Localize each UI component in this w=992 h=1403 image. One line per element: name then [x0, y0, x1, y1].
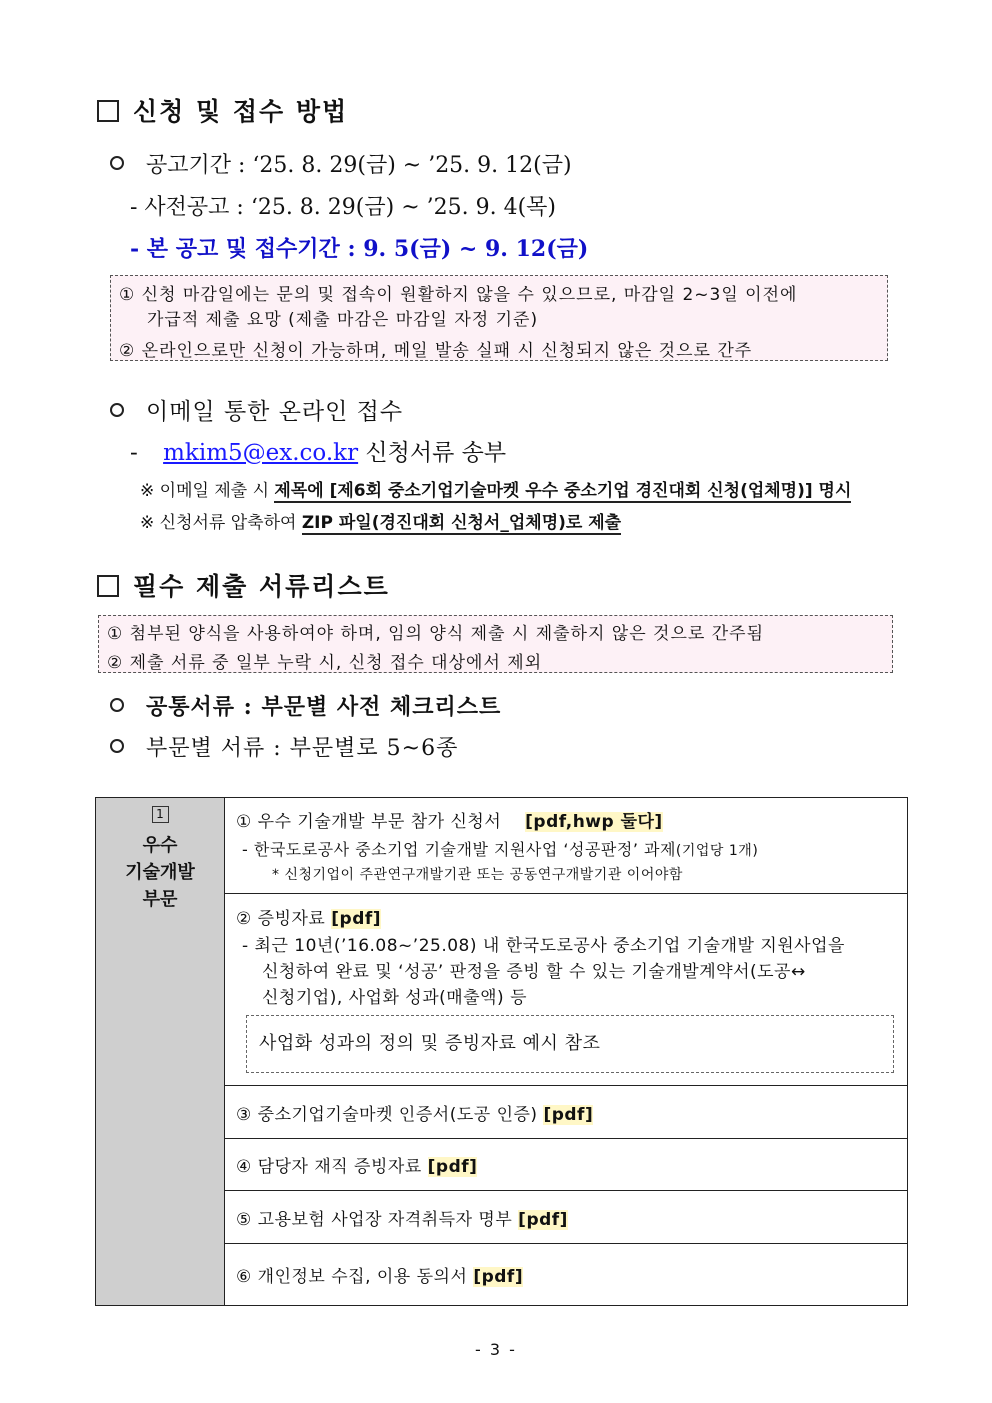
section1-heading: [97, 92, 348, 128]
item-label: ⑤ 고용보험 사업장 자격취득자 명부: [236, 1209, 513, 1230]
item2-sub-line: - 최근 10년(’16.08~’25.08) 내 한국도로공사 중소기업 기술개발 지원사업을: [242, 936, 845, 956]
email-subject-note: [140, 476, 851, 501]
item3-cell: [225, 1086, 908, 1139]
reference-box: 사업화 성과의 정의 및 증빙자료 예시 참조: [246, 1015, 894, 1073]
circle-bullet-icon: [110, 156, 124, 170]
email-line: [130, 434, 506, 467]
circle-bullet-icon: [110, 403, 124, 417]
division-docs-text: 부문별 서류 : 부문별로 5~6종: [146, 736, 459, 761]
note-emphasis: ZIP 파일(경진대회 신청서_업체명)로 제출: [301, 513, 622, 533]
section2-heading: [97, 567, 390, 603]
note-line: ① 신청 마감일에는 문의 및 접속이 원활하지 않을 수 있으므로, 마감일 2~3일 이전에: [119, 285, 798, 305]
format-tag: [pdf]: [473, 1267, 524, 1287]
pre-notice-line: - 사전공고 : ‘25. 8. 29(금) ~ ’25. 9. 4(목): [130, 195, 556, 220]
zip-note: [140, 508, 621, 533]
item1-sub: [242, 837, 906, 860]
category-cell: [96, 798, 225, 1306]
item2-sub-line: 신청기업), 사업화 성과(매출액) 등: [262, 988, 527, 1008]
format-tag: [pdf]: [331, 909, 382, 929]
dash: -: [130, 440, 138, 466]
category-line: 기술개발: [125, 862, 195, 883]
circle-bullet-icon: [110, 698, 124, 712]
format-tag: [pdf,hwp 둘다]: [525, 812, 663, 832]
division-docs-line: [110, 731, 458, 762]
format-tag: [pdf]: [518, 1209, 568, 1230]
common-docs-line: [110, 690, 501, 721]
item1-title: [236, 807, 906, 832]
email-heading-text: 이메일 통한 온라인 접수: [146, 399, 404, 425]
note-line: ② 제출 서류 중 일부 누락 시, 신청 접수 대상에서 제외: [107, 653, 543, 673]
item2-title: [236, 904, 906, 929]
email-link[interactable]: mkim5@ex.co.kr: [163, 440, 359, 466]
section1-title: 신청 및 접수 방법: [133, 97, 349, 126]
email-heading: [110, 393, 403, 426]
note-emphasis: 제목에 [제6회 중소기업기술마켓 우수 중소기업 경진대회 신청(업체명)] 명시: [274, 481, 852, 501]
item-label: ① 우수 기술개발 부문 참가 신청서: [236, 812, 502, 832]
item-label: ④ 담당자 재직 증빙자료: [236, 1157, 422, 1177]
page-number: - 3 -: [475, 1340, 517, 1359]
item-sub-text: - 한국도로공사 중소기업 기술개발 지원사업 ‘성공판정’ 과제: [242, 840, 676, 859]
note-prefix: ※ 신청서류 압축하여: [140, 513, 297, 533]
item-label: ③ 중소기업기술마켓 인증서(도공 인증): [236, 1104, 538, 1125]
item5-cell: [225, 1191, 908, 1244]
note-line: ② 온라인으로만 신청이 가능하며, 메일 발송 실패 시 신청되지 않은 것으로 간주: [119, 341, 753, 361]
category-number: 1: [152, 806, 169, 823]
period-line: [110, 148, 572, 179]
item4-cell: [225, 1139, 908, 1191]
item-label: ② 증빙자료: [236, 909, 326, 929]
circle-bullet-icon: [110, 739, 124, 753]
checkbox-square-icon: [97, 100, 119, 122]
deadline-notes-box: [110, 275, 888, 361]
document-notes-box: [98, 615, 893, 673]
note-line: ① 첨부된 양식을 사용하여야 하며, 임의 양식 제출 시 제출하지 않은 것으로 간주됨: [107, 624, 764, 644]
item2-cell: [225, 894, 908, 1086]
period-text: 공고기간 : ‘25. 8. 29(금) ~ ’25. 9. 12(금): [146, 153, 572, 178]
common-docs-text: 공통서류 : 부문별 사전 체크리스트: [146, 694, 502, 720]
item1-note: * 신청기업이 주관연구개발기관 또는 공동연구개발기관 이어야함: [272, 867, 683, 883]
main-notice-line: - 본 공고 및 접수기간 : 9. 5(금) ~ 9. 12(금): [130, 236, 589, 262]
item-sub-small: (기업당 1개): [675, 843, 759, 859]
format-tag: [pdf]: [427, 1157, 478, 1177]
format-tag: [pdf]: [543, 1104, 594, 1125]
note-prefix: ※ 이메일 제출 시: [140, 481, 269, 501]
note-line: 가급적 제출 요망 (제출 마감은 마감일 자정 기준): [147, 310, 539, 330]
item2-sub-line: 신청하여 완료 및 ‘성공’ 판정을 증빙 할 수 있는 기술개발계약서(도공↔: [262, 962, 806, 982]
item1-cell: [225, 798, 908, 894]
email-suffix: 신청서류 송부: [365, 440, 507, 466]
documents-table: [95, 797, 908, 1306]
category-line: 부문: [142, 889, 178, 910]
item6-cell: [225, 1244, 908, 1306]
section2-title: 필수 제출 서류리스트: [133, 572, 390, 601]
item-label: ⑥ 개인정보 수집, 이용 동의서: [236, 1267, 468, 1287]
category-line: 우수: [142, 835, 178, 856]
checkbox-square-icon: [97, 575, 119, 597]
